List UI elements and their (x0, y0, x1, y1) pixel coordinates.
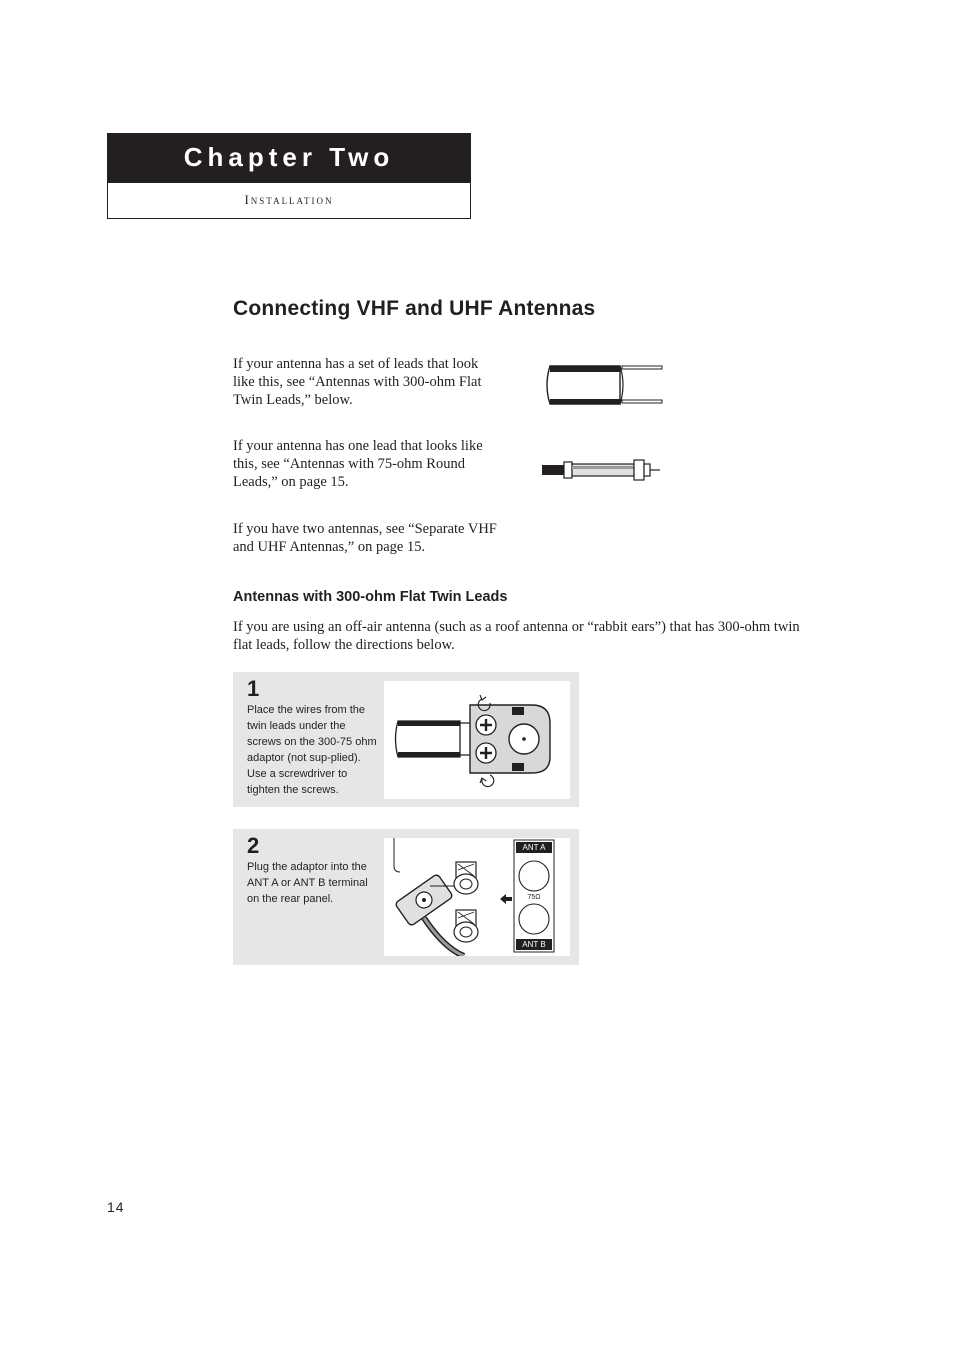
step-1-number: 1 (247, 676, 260, 701)
paragraph-flat-twin-leads: If your antenna has a set of leads that look like this, see “Antennas with 300-ohm Flat Twin Leads,” below. (233, 356, 482, 408)
chapter-subtitle-initial: I (244, 192, 251, 207)
chapter-header (107, 133, 471, 219)
subsection-intro: If you are using an off-air antenna (such as a roof antenna or “rabbit ears”) that has 300-ohm twin flat leads, follow the directions below. (233, 619, 800, 653)
paragraph-two-antennas: If you have two antennas, see “Separate VHF and UHF Antennas,” on page 15. (233, 521, 497, 555)
impedance-label: 75Ω (527, 894, 541, 901)
chapter-subtitle (108, 183, 470, 217)
round-lead-illustration (540, 456, 664, 486)
section-title: Connecting VHF and UHF Antennas (233, 297, 596, 320)
step-2-illustration (384, 838, 570, 956)
step-1-illustration (384, 681, 570, 799)
step-2 (233, 829, 579, 965)
chapter-subtitle-rest: nstallation (250, 192, 334, 207)
page-number: 14 (107, 1199, 125, 1215)
ant-a-label: ANT A (522, 843, 546, 852)
paragraph-round-lead: If your antenna has one lead that looks like this, see “Antennas with 75-ohm Round Leads,” on page 15. (233, 438, 483, 490)
step-2-text: Plug the adaptor into the ANT A or ANT B terminal on the rear panel. (247, 861, 368, 905)
step-1 (233, 672, 579, 807)
adaptor-screw-illustration (384, 681, 570, 799)
chapter-title: Chapter Two (108, 134, 470, 183)
step-2-number: 2 (247, 833, 260, 858)
flat-twin-lead-illustration (540, 362, 666, 410)
subsection-title: Antennas with 300-ohm Flat Twin Leads (233, 589, 508, 605)
ant-b-label: ANT B (522, 940, 546, 949)
step-1-text: Place the wires from the twin leads under the screws on the 300-75 ohm adaptor (not sup-plied). Use a screwdriver to tighten the screws. (247, 704, 377, 796)
